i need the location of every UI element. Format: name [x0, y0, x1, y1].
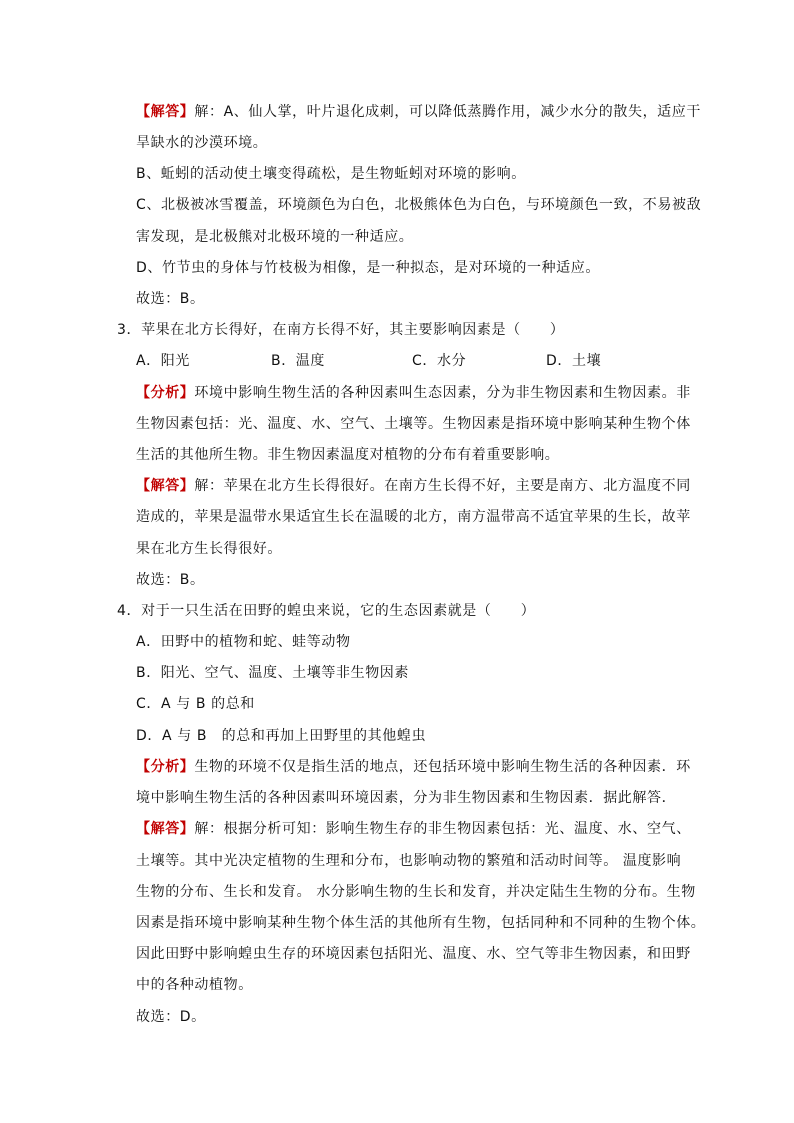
q3-analysis-line-3: 生活的其他所生物。非生物因素温度对植物的分布有着重要影响。	[136, 447, 560, 463]
q2-answer-line-4: C、北极被冰雪覆盖，环境颜色为白色，北极熊体色为白色，与环境颜色一致，不易被敌	[136, 197, 702, 213]
answer-tag: 【解答】	[136, 821, 195, 837]
q3-stem: 3．苹果在北方长得好，在南方长得不好，其主要影响因素是（ ）	[117, 322, 565, 338]
q3-option-a: A．阳光	[136, 353, 190, 369]
q4-stem: 4．对于一只生活在田野的蝗虫来说，它的生态因素就是（ ）	[117, 603, 536, 619]
analysis-tag: 【分析】	[136, 385, 195, 401]
q3-option-b: B．温度	[271, 353, 326, 369]
q3-option-c: C．水分	[412, 353, 467, 369]
q2-answer-line-2: 旱缺水的沙漠环境。	[136, 135, 268, 151]
q3-option-d: D．土壤	[546, 353, 602, 369]
q4-option-c: C．A 与 B 的总和	[136, 696, 255, 712]
q4-answer-line-4: 因素是指环境中影响某种生物个体生活的其他所有生物，包括同种和不同种的生物个体。	[136, 915, 706, 931]
q2-answer-line-1: 【解答】解：A、仙人掌，叶片退化成刺，可以降低蒸腾作用，减少水分的散失，适应干	[136, 104, 701, 120]
q4-answer-line-6: 中的各种动植物。	[136, 977, 253, 993]
q4-analysis-line-1: 【分析】生物的环境不仅是指生活的地点，还包括环境中影响生物生活的各种因素．环	[136, 759, 691, 775]
q4-answer-line-3: 生物的分布、生长和发育。 水分影响生物的生长和发育，并决定陆生生物的分布。生物	[136, 884, 696, 900]
q4-analysis-line-2: 境中影响生物生活的各种因素叫环境因素，分为非生物因素和生物因素．据此解答．	[136, 790, 677, 806]
q4-answer-line-1: 【解答】解：根据分析可知：影响生物生存的非生物因素包括：光、温度、水、空气、	[136, 821, 691, 837]
q2-answer-line-6: D、竹节虫的身体与竹枝极为相像，是一种拟态，是对环境的一种适应。	[136, 260, 600, 276]
q4-option-a: A．田野中的植物和蛇、蛙等动物	[136, 634, 351, 650]
q4-option-d: D．A 与 B 的总和再加上田野里的其他蝗虫	[136, 728, 427, 744]
answer-tag: 【解答】	[136, 478, 195, 494]
q3-options	[136, 351, 696, 371]
answer-tag: 【解答】	[136, 104, 195, 120]
q4-option-b: B．阳光、空气、温度、土壤等非生物因素	[136, 665, 410, 681]
q3-analysis-line-1: 【分析】环境中影响生物生活的各种因素叫生态因素，分为非生物因素和生物因素。非	[136, 385, 691, 401]
q3-answer-line-1: 【解答】解：苹果在北方生长得很好。在南方生长得不好，主要是南方、北方温度不同	[136, 478, 691, 494]
q4-answer-line-5: 因此田野中影响蝗虫生存的环境因素包括阳光、温度、水、空气等非生物因素，和田野	[136, 946, 691, 962]
q2-answer-conclusion: 故选：B。	[136, 291, 205, 307]
q2-answer-line-3: B、蚯蚓的活动使土壤变得疏松，是生物蚯蚓对环境的影响。	[136, 166, 526, 182]
q3-answer-line-2: 造成的，苹果是温带水果适宜生长在温暖的北方，南方温带高不适宜苹果的生长，故苹	[136, 509, 691, 525]
q4-answer-line-2: 土壤等。其中光决定植物的生理和分布，也影响动物的繁殖和活动时间等。 温度影响	[136, 853, 682, 869]
q3-analysis-line-2: 生物因素包括：光、温度、水、空气、土壤等。生物因素是指环境中影响某种生物个体	[136, 416, 691, 432]
analysis-tag: 【分析】	[136, 759, 195, 775]
q4-answer-conclusion: 故选：D。	[136, 1009, 206, 1025]
q3-answer-conclusion: 故选：B。	[136, 572, 205, 588]
q3-answer-line-3: 果在北方生长得很好。	[136, 541, 282, 557]
q2-answer-line-5: 害发现，是北极熊对北极环境的一种适应。	[136, 229, 414, 245]
